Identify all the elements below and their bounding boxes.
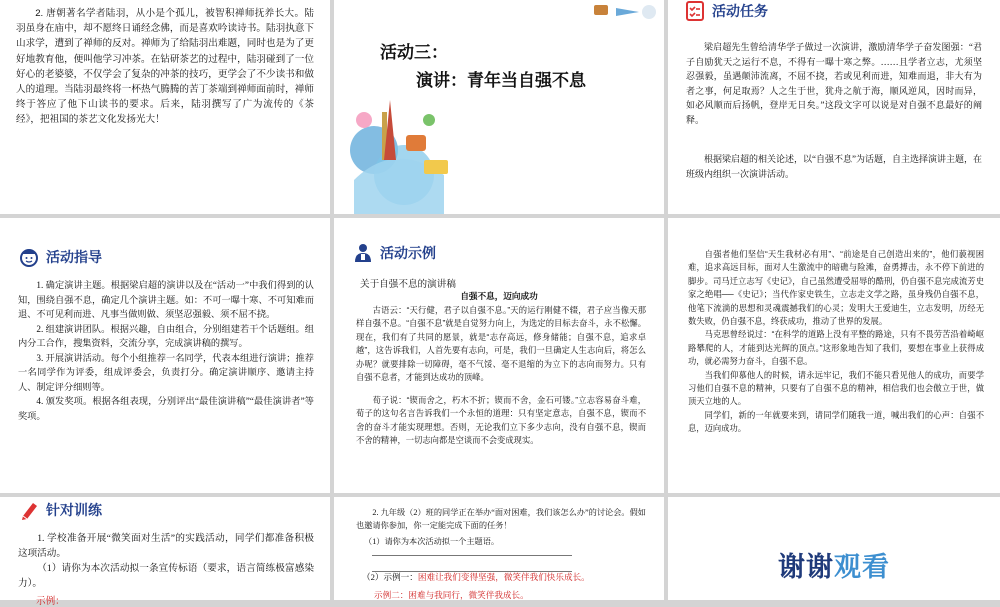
checklist-icon (684, 0, 706, 22)
targeted-training-header (18, 499, 102, 521)
discussion-question: 2. 九年级（2）班的同学正在举办“面对困难，我们该怎么办”的讨论会。假如也邀请你参加，你一定能完成下面的任务！ (356, 508, 646, 530)
answer-line[interactable] (372, 543, 572, 556)
thanks-dark-text: 谢谢 (778, 552, 834, 583)
lu-yu-story-paragraph: 2. 唐朝著名学者陆羽，从小是个孤儿，被智积禅师抚养长大。陆羽虽身在庙中，却不愿终日诵经念佛，而是喜欢吟读诗书。陆羽执意下山求学，遭到了禅师的反对。禅师为了给陆羽出难题，同时也是为了更好地教育他，便叫他学习冲茶。在钻研茶艺的过程中，陆羽碰到了一位好心的老婆婆，不仅学会了复杂的冲茶的技巧，更学会了不少读书和做人的道理。当陆羽最终将一杯热气腾腾的苦丁茶端到禅师面前时，禅师终于答应了他下山读书的要求。后来，陆羽撰写了广为流传的《茶经》，把祖国的茶艺文化发扬光大！ (16, 8, 314, 126)
activity-guide-header (18, 246, 102, 268)
slide-card-activity-three[interactable] (334, 0, 664, 214)
activity-task-header (684, 0, 768, 22)
guide-item: 2. 组建演讲团队。根据兴趣，自由组合，分别组建若干个话题组。组内分工合作，搜集资料，交流分享，完成演讲稿的撰写。 (18, 323, 314, 348)
training-subquestion: （1）请你为本次活动拟一条宣传标语（要求，语言简练极富感染力）。 (18, 563, 314, 589)
travel-illustration-icon (334, 0, 664, 214)
speaker-person-icon (352, 242, 374, 264)
activity-example-heading: 活动示例 (380, 246, 436, 262)
speech-continued-body (688, 248, 984, 436)
speech-paragraph: 当我们仰慕他人的时候，请永远牢记，我们不能只看见他人的成功，而要学习他们自强不息的精神，只要有了自强不息的精神，相信我们也会傲立于世，做顶天立地的人。 (688, 369, 984, 407)
discussion-subquestion: （1）请你为本次活动拟一个主题语。 (364, 537, 500, 546)
example-subtitle: 关于自强不息的演讲稿 (360, 279, 456, 290)
training-question: 1. 学校准备开展“微笑面对生活”的实践活动，同学们都准备积极这项活动。 (18, 533, 314, 559)
answer-example-two: 示例二：困难与我同行，微笑伴我成长。 (374, 590, 529, 600)
speech-paragraph: 荀子说：“锲而舍之，朽木不折；锲而不舍，金石可镂。”立志容易奋斗难，荀子的这句名言告诉我们一个永恒的道理：只有坚定意志，自强不息，锲而不舍的奋斗才能实现理想。否则，无论我们立下多少志向，没有自强不息，锲而不舍的精神，一切志向都是空谈而不会变成现实。 (356, 395, 646, 446)
activity-guide-heading: 活动指导 (46, 250, 102, 266)
activity-title: 演讲：青年当自强不息 (416, 71, 586, 90)
training-answer-cutoff: 示例： (36, 596, 99, 607)
student-avatar-icon (18, 246, 40, 268)
targeted-training-heading: 针对训练 (46, 503, 102, 519)
pencil-icon (18, 499, 40, 521)
liang-qichao-quote-paragraph: 梁启超先生曾给清华学子做过一次演讲，激励清华学子奋发图强：“君子自励犹天之运行不息，不得有一曝十寒之弊。……且学者立志，尤须坚忍强毅，虽遇颠沛流离，不屈不挠，若或见利而进，知难而退，非大有为者之事，何足取焉？人之生于世，犹舟之航于海，顺风逆风，因时而异，如必风顺而后扬帆，登岸无日矣。”这段文字可以说是对自强不息最好的阐释。 (686, 42, 982, 125)
speech-paragraph: 同学们，新的一年就要来到，请同学们随我一道，喊出我们的心声：自强不息，迈向成功。 (688, 409, 984, 434)
speech-paragraph: 马克思曾经说过：“在科学的道路上没有平整的路途，只有不畏劳苦沿着崎岖路攀爬的人，才能到达光辉的顶点。”这形象地告知了我们，要想在事业上获得成功，就必需努力奋斗，自强不息。 (688, 329, 984, 367)
slide-card-activity-guide[interactable] (0, 218, 330, 493)
speech-paragraph: 自强者他们坚信“天生我材必有用”、“前途是自己创造出来的”，他们藐视困难，追求高远目标，面对人生激流中的暗礁与险滩，奋勇搏击，永不停下前进的脚步。司马迁立志写《史记》，自己虽然遭受屈辱的酷刑，仍自强不息完成流芳史家之绝唱──《史记》；当代作家史铁生，立志走文学之路，虽身残仍自强不息，他笔下流淌的思想和灵魂震撼我们的心灵；发明大王爱迪生，立志发明，历经无数失败，仍自强不息，终获成功，推动了世界的发展。 (688, 249, 984, 327)
speech-paragraph: 古语云：“天行健，君子以自强不息。”天的运行刚健不辍，君子应当像天那样自强不息。“自强不息”就是自觉努力向上，为选定的目标去奋斗，永不松懈。现在，我们有了共同的愿景，就是“志存高远，修身储能；自强不息，追求卓越”，这告诉我们，人首先要有志向，可是，我们一旦确定人生志向后，将怎么办呢？就要排除一切障碍，毫不气馁、毫不退缩的为立下的志向而努力。只有自强不息者，才能到达成功的顶峰。 (356, 305, 646, 383)
guide-item: 1. 确定演讲主题。根据梁启超的演讲以及在“活动一”中我们得到的认知，围绕自强不息，确定几个演讲主题。如：不可一曝十寒、不可知难而退、不可见利而进、凡事当做则做、须坚忍强毅、须不屈不挠。 (18, 280, 314, 319)
activity-task-heading: 活动任务 (712, 4, 768, 20)
answer-prefix: （2）示例一： (362, 572, 418, 582)
overlapping-answer-row (362, 571, 590, 583)
slide-card-targeted-training[interactable] (0, 497, 330, 607)
thanks-title (668, 545, 1000, 584)
guide-item: 3. 开展演讲活动。每个小组推荐一名同学，代表本组进行演讲；推荐一名同学作为评委，组成评委会，负责打分。确定演讲顺序、邀请主持人、制定评分细则等。 (18, 352, 314, 392)
guide-list (18, 278, 314, 423)
activity-number: 活动三： (380, 43, 448, 62)
activity-example-header (352, 242, 436, 264)
slide-card-discussion-task[interactable] (334, 497, 664, 600)
slide-card-thanks[interactable] (668, 497, 1000, 600)
guide-item: 4. 颁发奖项。根据各组表现，分别评出“最佳演讲稿”“最佳演讲者”等奖项。 (18, 396, 314, 421)
slide-card-speech-continued[interactable] (668, 218, 1000, 493)
thanks-light-text: 观看 (834, 552, 890, 583)
slide-card-activity-example[interactable] (334, 218, 664, 493)
answer-example-one: 困难让我们变得坚强，微笑伴我们快乐成长。 (417, 572, 590, 582)
task-instruction-paragraph: 根据梁启超的相关论述，以“自强不息”为话题，自主选择演讲主题，在班级内组织一次演讲活动。 (686, 154, 982, 179)
speech-title: 自强不息，迈向成功 (460, 291, 538, 301)
slide-card-activity-task[interactable] (668, 0, 1000, 214)
slide-card-lu-yu-story[interactable] (0, 0, 330, 214)
